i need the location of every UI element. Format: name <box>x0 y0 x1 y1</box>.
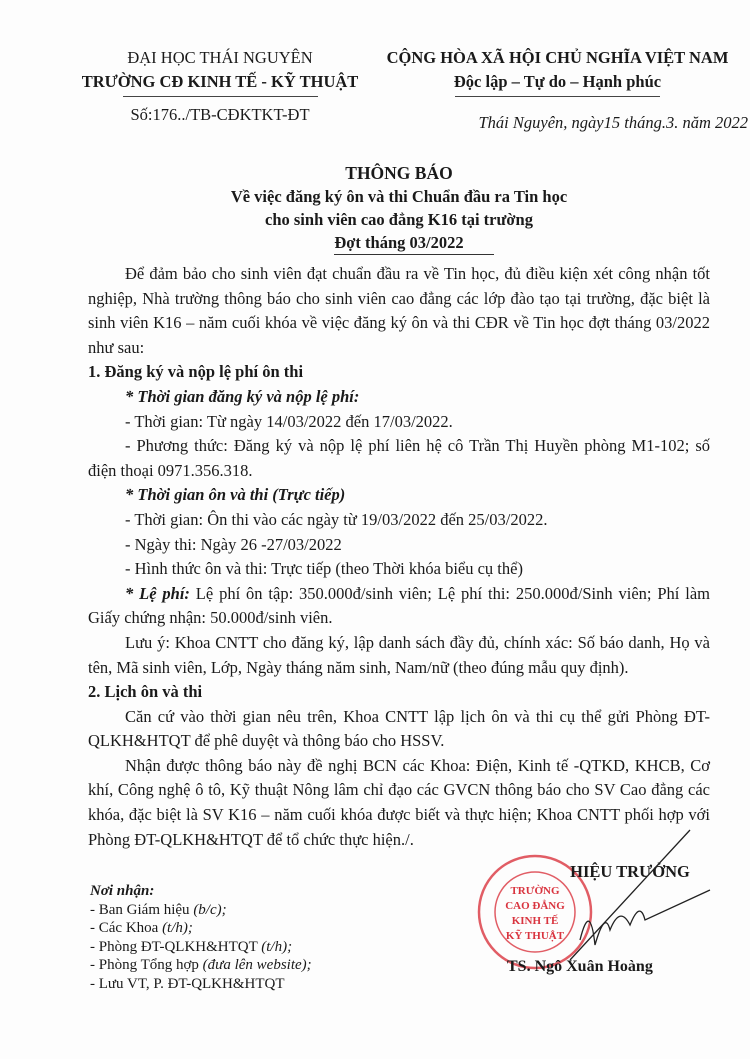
title-block <box>88 162 710 255</box>
recipient-text: - Các Khoa <box>90 920 163 936</box>
recipients-label: Nơi nhận: <box>90 883 155 899</box>
recipient-note: (đưa lên website); <box>202 957 312 973</box>
recipient-item <box>90 938 312 957</box>
divider <box>455 96 660 97</box>
svg-text:KỸ THUẬT: KỸ THUẬT <box>505 930 565 942</box>
paragraph: - Phương thức: Đăng ký và nộp lệ phí liên hệ cô Trần Thị Huyền phòng M1-102; số điện thoại 0971.356.318. <box>88 436 710 480</box>
svg-text:CAO ĐẲNG: CAO ĐẲNG <box>505 900 565 912</box>
paragraph: Nhận được thông báo này đề nghị BCN các Khoa: Điện, Kinh tế -QTKD, KHCB, Cơ khí, Công nghệ ô tô, Kỹ thuật Nông lâm chỉ đạo các GVCN thông báo cho SV Cao đẳng các khóa, đặc biệt là SV K16 – năm cuối khóa được biết và thực hiện; Khoa CNTT phối hợp với Phòng ĐT-QLKH&HTQT để tổ chức thực hiện./. <box>88 755 710 849</box>
paragraph: Căn cứ vào thời gian nêu trên, Khoa CNTT lập lịch ôn và thi cụ thể gửi Phòng ĐT-QLKH&HTQT để phê duyệt và thông báo cho HSSV. <box>88 706 710 751</box>
org-name: TRƯỜNG CĐ KINH TẾ - KỸ THUẬT <box>81 72 359 91</box>
recipient-item <box>90 901 312 920</box>
paragraph: Lưu ý: Khoa CNTT cho đăng ký, lập danh sách đầy đủ, chính xác: Số báo danh, Họ và tên, Mã sinh viên, Lớp, Ngày tháng năm sinh, Nam/nữ (theo đúng mẫu quy định). <box>88 632 710 677</box>
signer-name: TS. Ngô Xuân Hoàng <box>507 958 653 975</box>
place-date: Thái Nguyên, ngày15 tháng.3. năm 2022 <box>478 113 748 132</box>
recipient-item <box>90 975 312 994</box>
svg-text:KINH TẾ: KINH TẾ <box>511 915 559 927</box>
signature-handwritten <box>540 820 720 970</box>
recipient-item <box>90 956 312 975</box>
subtitle-period: Đợt tháng 03/2022 <box>334 231 493 255</box>
subtitle: Về việc đăng ký ôn và thi Chuẩn đầu ra Tin học <box>230 187 568 206</box>
section-heading: 1. Đăng ký và nộp lệ phí ôn thi <box>88 362 304 382</box>
recipient-note: (t/h); <box>261 938 293 955</box>
fee-paragraph <box>88 582 710 631</box>
section-heading: 2. Lịch ôn và thi <box>88 682 203 702</box>
recipient-text: - Phòng Tổng hợp <box>90 957 203 973</box>
subtitle: cho sinh viên cao đẳng K16 tại trường <box>265 210 533 229</box>
notice-body <box>88 262 710 852</box>
issuer-block <box>60 46 380 127</box>
nation-block <box>365 46 750 135</box>
recipient-note: (t/h); <box>162 920 193 936</box>
recipient-text: - Lưu VT, P. ĐT-QLKH&HTQT <box>90 975 285 992</box>
recipient-note: (b/c); <box>193 901 227 918</box>
svg-text:TRƯỜNG: TRƯỜNG <box>510 885 560 897</box>
subheading: * Thời gian đăng ký và nộp lệ phí: <box>125 386 360 406</box>
paragraph: - Thời gian: Ôn thi vào các ngày từ 19/03/2022 đến 25/03/2022. <box>125 509 548 529</box>
page-title: THÔNG BÁO <box>345 163 453 183</box>
divider <box>123 96 318 97</box>
paragraph: - Thời gian: Từ ngày 14/03/2022 đến 17/03/2022. <box>125 411 453 431</box>
recipient-item <box>90 919 312 938</box>
org-parent: ĐẠI HỌC THÁI NGUYÊN <box>127 48 313 67</box>
signer-title: HIỆU TRƯỞNG <box>570 862 690 881</box>
nation-title: CỘNG HÒA XÃ HỘI CHỦ NGHĨA VIỆT NAM <box>386 48 729 67</box>
recipients-block <box>90 882 312 993</box>
document-number: Số:176../TB-CĐKTKT-ĐT <box>130 105 310 124</box>
paragraph: - Hình thức ôn và thi: Trực tiếp (theo Thời khóa biểu cụ thể) <box>125 559 523 579</box>
fee-label: * Lệ phí: <box>125 583 190 603</box>
subheading: * Thời gian ôn và thi (Trực tiếp) <box>125 485 346 505</box>
paragraph: - Ngày thi: Ngày 26 -27/03/2022 <box>125 534 342 554</box>
recipient-text: - Phòng ĐT-QLKH&HTQT <box>90 938 262 955</box>
motto: Độc lập – Tự do – Hạnh phúc <box>453 72 662 91</box>
fee-text: Lệ phí ôn tập: 350.000đ/sinh viên; Lệ phí thi: 250.000đ/Sinh viên; Phí làm Giấy chứng nhận: 50.000đ/sinh viên. <box>88 583 710 628</box>
intro-paragraph: Để đảm bảo cho sinh viên đạt chuẩn đầu ra về Tin học, đủ điều kiện xét công nhận tốt nghiệp, Nhà trường thông báo cho sinh viên cao đẳng các lớp đào tạo tại trường, đặc biệt là sinh viên K16 – năm cuối khóa về việc đăng ký ôn và thi CĐR về Tin học đợt tháng 03/2022 như sau: <box>88 264 710 357</box>
recipient-text: - Ban Giám hiệu <box>90 901 194 918</box>
